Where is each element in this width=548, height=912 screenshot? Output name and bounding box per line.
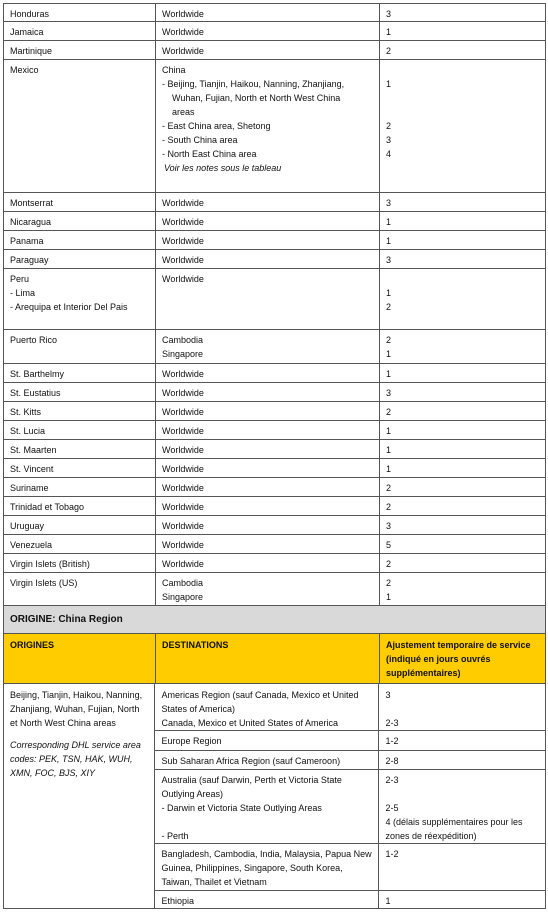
adjustment-cell: 1-2: [385, 736, 399, 746]
table-row: [3, 250, 546, 269]
origin-cell: St. Barthelmy: [4, 364, 156, 382]
table-row: [3, 41, 546, 60]
destination-cell: Worldwide: [156, 478, 380, 496]
origin-subitem: - Lima: [10, 288, 36, 298]
subrow-europe: [155, 731, 545, 751]
destination-cell: Worldwide: [156, 269, 380, 329]
origin-cell: Suriname: [4, 478, 156, 496]
destination-cell: [155, 684, 379, 730]
destination-cell: Worldwide: [156, 554, 380, 572]
destination-cell: [155, 770, 379, 843]
origin-cell: Nicaragua: [4, 212, 156, 230]
codes-note: Corresponding DHL service area codes: PEK, TSN, HAK, WUH, XMN, FOC, BJS, XIY: [10, 740, 141, 778]
destination-line: Singapore: [162, 592, 204, 602]
adjustment-cell: 2: [386, 483, 392, 493]
origin-cell: Mexico: [4, 60, 156, 192]
origin-cell: Trinidad et Tobago: [4, 497, 156, 515]
adjustment-cell: 2: [386, 559, 392, 569]
table-row: [3, 535, 546, 554]
adjustment-value: 3: [385, 690, 391, 700]
destination-subitem: - Darwin et Victoria State Outlying Areas: [161, 803, 322, 814]
header-origins: ORIGINES: [4, 634, 156, 683]
table-row: [3, 364, 546, 383]
origin-subitem: - Arequipa et Interior Del Pais: [10, 302, 128, 312]
adjustment-value: 2-3: [385, 775, 399, 786]
origin-cell: Puerto Rico: [4, 330, 156, 363]
table-row: [3, 497, 546, 516]
table-row-puerto-rico: [3, 330, 546, 364]
table-row: [3, 421, 546, 440]
subrow-sub-saharan-africa: [155, 751, 545, 771]
table-row-china: [3, 684, 546, 909]
adjustment-cell: 2-8: [385, 755, 399, 766]
subrow-americas: [155, 684, 545, 731]
origin-cell: [4, 269, 156, 329]
table-row: [3, 22, 546, 41]
destination-cell: Worldwide: [156, 535, 380, 553]
adjustment-value: 2: [386, 335, 392, 345]
destination-title: China: [162, 65, 186, 75]
table-row: [3, 554, 546, 573]
china-destinations-group: [155, 684, 545, 908]
destination-subitem: - Perth: [161, 831, 189, 842]
destination-cell: Worldwide: [156, 459, 380, 477]
adjustment-cell: 2: [386, 407, 392, 417]
destination-cell: Worldwide: [156, 516, 380, 534]
table-row-peru: [3, 269, 546, 330]
destination-subitem: - North East China area: [162, 149, 257, 159]
table-row: [3, 440, 546, 459]
destination-subitem: - South China area: [162, 135, 238, 145]
destination-subitem-text: - Beijing, Tianjin, Haikou, Nanning, Zhanjiang, Wuhan, Fujian, North et North West China areas: [162, 79, 345, 117]
adjustment-cell: 1-2: [385, 849, 399, 860]
origin-cell: St. Kitts: [4, 402, 156, 420]
table-row: [3, 3, 546, 22]
destination-cell: Worldwide: [156, 231, 380, 249]
adjustment-value: 1: [386, 79, 392, 89]
adjustment-cell: 3: [386, 388, 392, 398]
origin-cell: Panama: [4, 231, 156, 249]
origin-cell: Uruguay: [4, 516, 156, 534]
adjustment-value: 3: [386, 135, 392, 145]
table-row: [3, 383, 546, 402]
origin-cell: St. Maarten: [4, 440, 156, 458]
origin-title: Peru: [10, 274, 30, 284]
adjustment-cell: [380, 269, 545, 329]
destination-line: Canada, Mexico et United States of America: [161, 718, 339, 728]
adjustment-cell: 1: [386, 369, 392, 379]
table-row-virgin-us: [3, 573, 546, 606]
adjustment-cell: [380, 330, 545, 363]
adjustment-value: 4: [386, 149, 392, 159]
destination-cell: Sub Saharan Africa Region (sauf Cameroon): [155, 751, 379, 770]
adjustment-value: 2-3: [385, 718, 399, 728]
destination-cell: Worldwide: [156, 22, 380, 40]
origin-cell: Honduras: [4, 4, 156, 21]
destination-line: Australia (sauf Darwin, Perth et Victoria State Outlying Areas): [161, 775, 342, 800]
origin-cell: Virgin Islets (British): [4, 554, 156, 572]
table-header-row: [3, 634, 546, 684]
adjustment-cell: 1: [386, 445, 392, 455]
adjustment-value: 1: [386, 349, 392, 359]
adjustment-cell: 3: [386, 198, 392, 208]
table-row: [3, 516, 546, 535]
origin-cell: Virgin Islets (US): [4, 573, 156, 605]
table-row: [3, 459, 546, 478]
adjustment-cell: [379, 684, 544, 730]
service-adjustment-table: [3, 3, 546, 909]
table-row-mexico: [3, 60, 546, 193]
destination-subitem: - East China area, Shetong: [162, 121, 271, 131]
adjustment-value: 1: [386, 288, 392, 298]
origin-cell: Martinique: [4, 41, 156, 59]
adjustment-cell: 2: [386, 46, 392, 56]
adjustment-value: 1: [386, 592, 392, 602]
table-row: [3, 231, 546, 250]
destination-cell: Worldwide: [156, 193, 380, 211]
section-heading: ORIGINE: China Region: [3, 606, 546, 634]
origin-cell: St. Vincent: [4, 459, 156, 477]
adjustment-cell: [379, 770, 544, 843]
subrow-asia: [155, 844, 545, 891]
origin-list: Beijing, Tianjin, Haikou, Nanning, Zhanjiang, Wuhan, Fujian, North et North West China areas: [10, 690, 143, 728]
destination-line: Singapore: [162, 349, 204, 359]
adjustment-value: 2-5: [385, 803, 399, 814]
origin-cell: [4, 684, 155, 908]
adjustment-cell: [380, 573, 545, 605]
adjustment-value: 2: [386, 578, 392, 588]
destination-cell: Worldwide: [156, 440, 380, 458]
destination-line: Cambodia: [162, 578, 204, 588]
adjustment-value: 2: [386, 121, 392, 131]
destination-cell: Worldwide: [156, 364, 380, 382]
adjustment-cell: 1: [386, 464, 392, 474]
subrow-ethiopia: [155, 891, 545, 908]
adjustment-cell: 1: [385, 896, 391, 907]
destination-subitem: [162, 77, 374, 119]
origin-cell: St. Lucia: [4, 421, 156, 439]
destination-cell: Worldwide: [156, 497, 380, 515]
destination-cell: [156, 60, 380, 192]
adjustment-cell: 3: [386, 521, 392, 531]
destination-cell: Worldwide: [156, 212, 380, 230]
destination-cell: Worldwide: [156, 250, 380, 268]
origin-cell: St. Eustatius: [4, 383, 156, 401]
origin-cell: Paraguay: [4, 250, 156, 268]
table-row: [3, 212, 546, 231]
adjustment-cell: 2: [386, 502, 392, 512]
destination-cell: Worldwide: [156, 41, 380, 59]
adjustment-cell: 1: [386, 27, 392, 37]
note-text: Voir les notes sous le tableau: [164, 163, 282, 173]
adjustment-cell: 1: [386, 426, 392, 436]
adjustment-cell: 3: [386, 255, 392, 265]
destination-cell: Worldwide: [156, 383, 380, 401]
adjustment-cell: 1: [386, 236, 392, 246]
subrow-australia: [155, 770, 545, 844]
adjustment-value: 2: [386, 302, 392, 312]
origin-cell: Montserrat: [4, 193, 156, 211]
destination-cell: Worldwide: [156, 421, 380, 439]
destination-cell: Europe Region: [155, 731, 379, 750]
adjustment-cell: 3: [386, 9, 392, 19]
destination-cell: Bangladesh, Cambodia, India, Malaysia, Papua New Guinea, Philippines, Singapore, South Korea, Taiwan, Thailet et Vietnam: [155, 844, 379, 890]
adjustment-value: 4 (délais supplémentaires pour les zones de réexpédition): [385, 817, 523, 842]
table-row: [3, 402, 546, 421]
table-row: [3, 193, 546, 212]
header-adjustment: Ajustement temporaire de service (indiqué en jours ouvrés supplémentaires): [380, 634, 545, 683]
header-destinations: DESTINATIONS: [156, 634, 380, 683]
table-row: [3, 478, 546, 497]
destination-cell: Ethiopia: [155, 891, 379, 908]
destination-cell: [156, 330, 380, 363]
destination-line: Cambodia: [162, 335, 204, 345]
destination-cell: Worldwide: [156, 4, 380, 21]
destination-line: Americas Region (sauf Canada, Mexico et United States of America): [161, 690, 359, 714]
adjustment-cell: [380, 60, 545, 192]
adjustment-cell: 5: [386, 540, 392, 550]
adjustment-cell: 1: [386, 217, 392, 227]
destination-cell: Worldwide: [156, 402, 380, 420]
destination-cell: [156, 573, 380, 605]
origin-cell: Jamaica: [4, 22, 156, 40]
origin-cell: Venezuela: [4, 535, 156, 553]
